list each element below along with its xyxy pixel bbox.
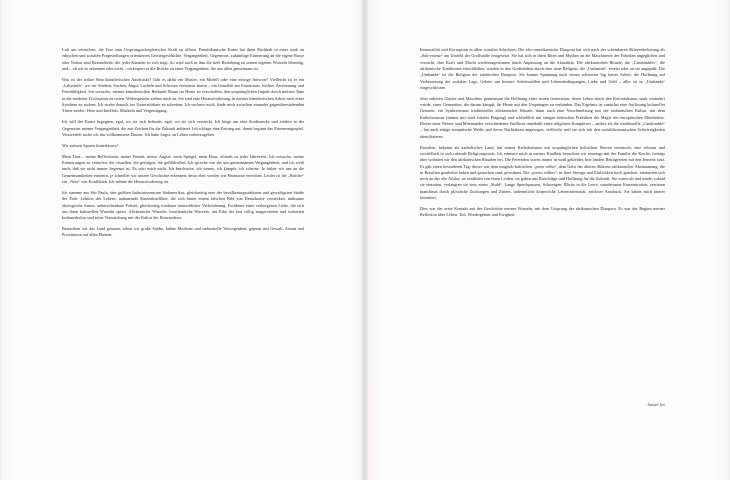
paragraph: Was ist der wahre Sinn künstlerischen Ausdrucks? Gibt es dafür ein Muster, ein Modell oder eine einzige Antwort? Vielleicht ist er ein „Labyrinth“, wo wir Streben, Suchen, Angst, Lächeln und Schreien verinnern lauern – ein Gemälde am Emotionen, leichter Zerstreuung und Feinfühligkeit. Ich versuche, meiner künstlerischen Herkunft Raum im Heute zu verschaffen, den ursprünglichen Impuls durch meinen Tanz in die moderne Zivilisation zu retten. Widersprüche ziehen mich an. Sie sind eine Herausforderung, in meiner künstlerischen Arbeit nach einer Synthese zu suchen. Ich strebe danach, ins Unzerstörbare zu schreiten: Ich verlasse mich, finde mich zwischen einander gegenüberstehenden Türen wieder: Herz und Intellekt, Muskeln und Vergeistigung. — [62, 76, 305, 114]
paragraph: Betrachten wir das Land genauer, sehen wir große Städte, kühne Moderne und industrielle Verwegenheit, gepaart mit Gewalt, Armut und Prostitution auf allen Ebenen, — [62, 226, 304, 238]
paragraph: Luft um versuchen, die Tore zum Ursprungsschöpferischer Kraft zu öffnen. Panafrikanische Kunst hat ihren Rückhalt in einer stark an ethischen und sozialen Fragestellungen orientierten Geistesgeschichte. Vergangenheit, Gegenwart, zukünftige Erinnerung an die eigene Rasse oder Nation sind Bestandteile, die jeder Künstler in sich trägt. So wird auch in ihm die tiefe Beziehung zu seinen eigenen Wurzeln lebendig, und – ob wir es erkennen oder nicht – verkörpert er die Brücke zu einer Vergangenheit, die uns allen gemeinsam ist. — [62, 47, 304, 71]
paragraph: Immoralität und Korruption in allen sozialen Schichten. Die afro-amerikanische Diaspora hat sich nach der scheinbaren Sklavenbefreiung als „Sub-essenz“ am Umfeld der Großstädte festgesetzt. Sie hat sich in ihren Riten und Mythen an die Maschinerie der Fabriken angeglichen und versucht, ihre Kraft und Macht wiederzugewinnen durch Anpassung an die Aktualität. Die afrikanischen Rituale, die „Candomblés“, die afrikanische Traditionen einschließen, wurden in den Großstädten durch eine neue Religion, die „Umbanda“, ersetzt oder an sie angepaßt. Die „Umbanda“ ist die Religion der städtischen Diaspora. Sie konnte Spannung nach einem schweren Tag harter Arbeit, die Hoffnung auf Verbesserung der sozialen Lage, Gebete um bessere Arbeitsstellen und Lebensbedingungen, Liebe und Geld – alles ist in „Umbanda“ eingeschlossen. — [420, 47, 665, 90]
paragraph: Brasilien, bekannt als katholisches Land, hat seinen Katholizismus mit ursprünglichen keltischen Werten vermischt, eine seltsam und zweifelhaft in sich ruhende Religionspraxis. Ich erinnere mich in meiner Kindheit besuchten wir sonntags mit der Familie die Kirche, freitags aber wohnten wir den afrikanischen Ritualen bei. Die Feiernden waren immer in weiß gekleidet, hier fanden Betrügereien mit den Jenseits statt. Es gab einen besonderen Tag: dieser war dem magisch-kultischen „preto velho“, dem Geist der älteren Sklaven afrikanischer Abstammung, die in Brasilien gearbeitet haben und gestorben sind, gewidmet. Die „pretos velhos“, in ihrer Strenge und Ehrlichkeit hoch geachtet, erinnerten sich noch an das alte Afrika; sie erzählten von ihren Leiden, sie gaben uns Ratschläge und Hoffnung für die Zukunft. Sie waren alt und müde; sobald sie eintraten, verlangten sie stets einen „Stuhl“. Lange Sprechpausen, Schweigen, Blicke in die Leere, wundersame Konzentration, zerrissen manchmal durch plötzliche Zuckungen und Zittern, unheimliche körperliche Lebensintensität, zeitloser Ausdruck. Sie haben mich immer fasziniert. — [420, 144, 665, 201]
right-text-column — [420, 47, 665, 219]
page-edge-left — [0, 0, 1, 480]
paragraph: Dies war der erste Kontakt mit der Geschichte meiner Wurzeln, mit dem Ursprung der afrikanischen Diaspora. Es war der Beginn meiner Reflexion über Leben, Tod, Wiedergeburt und Ewigkeit. — [420, 205, 665, 218]
paragraph: Ich stamme aus São Paulo, den größten Industriezentrum Südamerikas, gleichzeitig eine der bevölkerungsstärksten und gewaltigsten Städte der Erde. Lektion des Lebens: andauernde Rassenkonflikte, die sich hinter einem falschen Bild von Demokratie verstecken, mühsame ökologische Armut, unberechenbare Polizei, gleichzeitig fortdauer menschlicher Verbrüderung. Fortdauer einer verborgenen Liebe, die sich aus ihren kulturellen Wurzeln speist. Afrikanische Wurzeln, brasilianische Wurzeln, das Erbe der fast völlig ausgerotteten und isolierten Indianerkultur und seine Vermischung mit der Kultur der Einwanderer. — [62, 189, 304, 221]
book-gutter — [362, 0, 368, 480]
left-text-column — [62, 47, 304, 239]
paragraph: Ich will der Kunst begegnen, egal, wo sie sich befindet, egal, wo sie sich versteckt. Ich biege um eine Straßenecke und erfahre in der Gegenwart meiner Vergangenheit, die mir Zeichen für die Zukunft anbietet. Ich schlage eine Zeitung auf, damit beginnt das Erinnerungsspiel. Verzweifelt suche ich das vollkommene Dasein. Ich habe Angst, an Leben vorbeizugehen. — [62, 119, 304, 137]
paragraph: Mein Tanz – meine Reflexionen, meine Freude, meine Ängste, mein Spiegel, mein Haus, oftmals zu jeder Jahreszeit. Ich versuche, meine Erinnerungen zu vertiefen: die visuellen, die geistigen, die gefühlvollen. Ich spreche von der uns gemeinsamen Vergangenheit, und ich weiß auch, daß sie nicht immer begrenzt ist. Es stört mich nicht. Ich beschwöre, ich wenne, ich kämpfe, ich scheine. Je früher wir uns an die Gemeinsamkeiten erinnern, je schneller wir unsere Geschichte erkennen, desto eher werden wir Harmonie erreichen. Leider ist die „Brücke“ ein „Netz“ von Konflikten. Ich nehme die Herausforderung an. — [62, 153, 304, 184]
author-signature: Ismael Ivo — [647, 402, 665, 407]
paragraph: Jetzt zuhören Glaube und Maschine gemeinsam die Hoffnung einer neuen Generation, deren Leben durch den Kolonialismus stark verändert wurde, einer Generation, die darum kämpft, ihr Heute mit den Ursprüngen zu verbinden. Das Ergebnis ist zunächst eine Auflösung kultureller Grenzen, ein Synkretismus traditioneller afrikanischer Rituale, dann auch eine Verschmelzung mit der indianischen Kultur, mit dem Katholizismus (immer mit stark lokaler Prägung) und schließlich mit einigen keltischen Praktiken der Magie des europäischen Mittelalters. Dieses neue Neben- und Miteinander verschiedener Einflüsse innerhalb eines religiösen Komplexes – anders als die traditionelle „Candomblé“ – hat auch einige europäische Weiße und deren Nachfahren angezogen, vielleicht weil sie sich mit den sozialökonomischen Schwierigkeiten identifizieren. — [420, 95, 665, 139]
paragraph: Wir müssen Spuren hinterlassen! — [62, 142, 118, 148]
